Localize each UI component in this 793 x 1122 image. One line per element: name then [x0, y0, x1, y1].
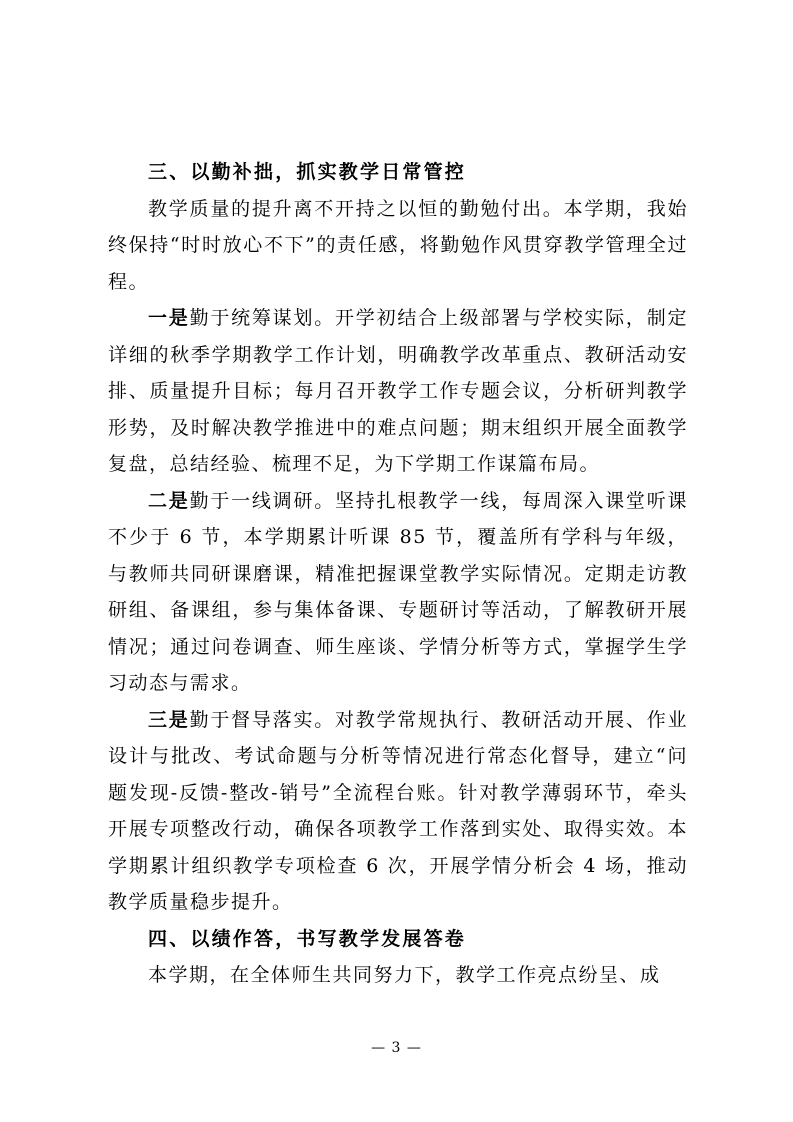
section-heading-3: 三、以勤补拙，抓实教学日常管控 — [148, 161, 467, 183]
page-body — [108, 154, 688, 994]
page-number: — 3 — — [371, 1040, 422, 1056]
point-3-paragraph — [108, 702, 688, 921]
point-1-lead: 一是 — [148, 307, 190, 329]
point-1-text: 勤于统筹谋划。开学初结合上级部署与学校实际，制定详细的秋季学期教学工作计划，明确教学改革重点、教研活动安排、质量提升目标；每月召开教学工作专题会议，分析研判教学形势，及时解决教学推进中的难点问题；期末组织开展全面教学复盘，总结经验、梳理不足，为下学期工作谋篇布局。 — [108, 307, 688, 475]
point-3-lead: 三是 — [148, 708, 190, 731]
section-4-intro-paragraph: 本学期，在全体师生共同努力下，教学工作亮点纷呈、成 — [148, 964, 661, 986]
point-1-paragraph — [108, 300, 688, 483]
point-2-lead: 二是 — [148, 489, 190, 512]
section-3-intro-paragraph: 教学质量的提升离不开持之以恒的勤勉付出。本学期，我始终保持“时时放心不下”的责任感，将勤勉作风贯穿教学管理全过程。 — [108, 197, 688, 293]
point-3-text: 勤于督导落实。对教学常规执行、教研活动开展、作业设计与批改、考试命题与分析等情况进行常态化督导，建立“问题发现-反馈-整改-销号”全流程台账。针对教学薄弱环节，牵头开展专项整改行动，确保各项教学工作落到实处、取得实效。本学期累计组织教学专项检查 6 次，开展学情分析会 4 场，推动教学质量稳步提升。 — [108, 708, 688, 913]
section-heading-4: 四、以绩作答，书写教学发展答卷 — [148, 927, 467, 950]
point-2-text: 勤于一线调研。坚持扎根教学一线，每周深入课堂听课不少于 6 节，本学期累计听课 85 节，覆盖所有学科与年级，与教师共同研课磨课，精准把握课堂教学实际情况。定期走访教研组、备课组，参与集体备课、专题研讨等活动，了解教研开展情况；通过问卷调查、师生座谈、学情分析等方式，掌握学生学习动态与需求。 — [108, 489, 688, 694]
point-2-paragraph — [108, 483, 688, 702]
